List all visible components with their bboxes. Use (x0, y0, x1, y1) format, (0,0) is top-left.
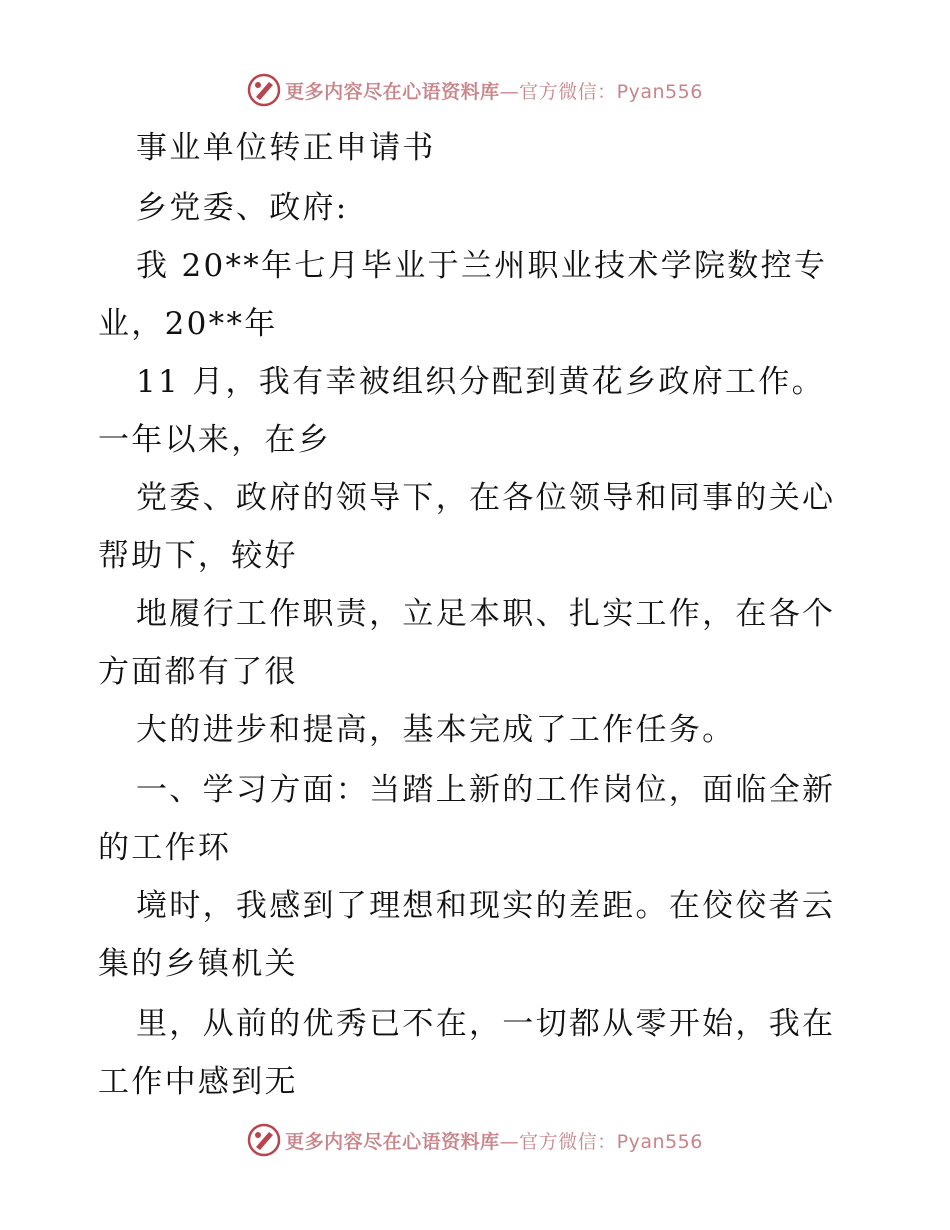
watermark-main-text: 更多内容尽在心语资料库 (285, 80, 500, 103)
paragraph-line: 帮助下，较好 (98, 538, 298, 574)
watermark-separator: — (499, 1130, 520, 1153)
paragraph-line: 一年以来，在乡 (98, 422, 332, 458)
red-seal-logo-icon (247, 1123, 281, 1157)
paragraph-line: 业，20**年 (98, 306, 278, 342)
salutation: 乡党委、政府: (136, 190, 349, 226)
paragraph-line: 大的进步和提高，基本完成了工作任务。 (136, 712, 736, 748)
paragraph-line: 境时，我感到了理想和现实的差距。在佼佼者云 (136, 888, 836, 924)
header-watermark (0, 70, 950, 110)
watermark-contact-text: 官方微信：Pyan556 (519, 1130, 703, 1153)
paragraph-line: 里，从前的优秀已不在，一切都从零开始，我在 (136, 1006, 836, 1042)
document-title: 事业单位转正申请书 (136, 130, 436, 166)
paragraph-line: 集的乡镇机关 (98, 946, 298, 982)
paragraph-line: 11 月，我有幸被组织分配到黄花乡政府工作。 (136, 364, 825, 400)
watermark-main-text: 更多内容尽在心语资料库 (285, 1130, 500, 1153)
paragraph-line: 地履行工作职责，立足本职、扎实工作，在各个 (136, 596, 836, 632)
paragraph-line: 方面都有了很 (98, 654, 298, 690)
watermark-contact-text: 官方微信：Pyan556 (519, 80, 703, 103)
footer-watermark (0, 1120, 950, 1160)
paragraph-line: 的工作环 (98, 830, 232, 866)
paragraph-line: 党委、政府的领导下，在各位领导和同事的关心 (136, 480, 836, 516)
section-heading-line: 一、学习方面：当踏上新的工作岗位，面临全新 (136, 772, 836, 808)
paragraph-line: 工作中感到无 (98, 1064, 298, 1100)
red-seal-logo-icon (247, 73, 281, 107)
watermark-separator: — (499, 80, 520, 103)
paragraph-line: 我 20**年七月毕业于兰州职业技术学院数控专 (136, 248, 828, 284)
